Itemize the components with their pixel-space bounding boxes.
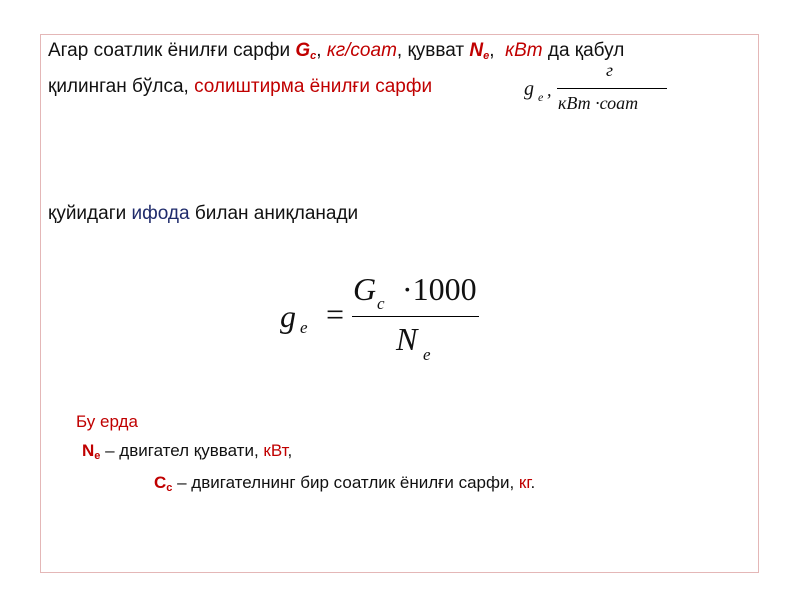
numerator-factor: ·1000 <box>402 271 477 307</box>
unit-denominator: кВт ·соат <box>558 93 639 113</box>
legend-item-ne: $N_e$ – двигател қуввати, кВт, <box>82 441 293 462</box>
gc-symbol: $G_c$ <box>295 40 317 62</box>
denominator-n: N <box>396 321 418 357</box>
legend-heading: Бу ерда <box>76 412 138 431</box>
intro-line-3: қуйидаги ифода билан аниқланади <box>48 203 359 224</box>
ne-unit: кВт <box>505 40 543 61</box>
expression-term: ифода <box>131 203 190 224</box>
intro-line-2: қилинган бўлса, солиштирма ёнилғи сарфи <box>48 76 433 97</box>
specific-consumption-term: солиштирма ёнилғи сарфи <box>194 76 433 97</box>
ne-symbol: $N_e$ <box>469 40 490 62</box>
numerator-g: G <box>353 271 377 307</box>
formula-fraction-bar <box>352 316 479 317</box>
intro-line-1: Агар соатлик ёнилғи сарфи $G_c$, кг/соат, қувват $N_e$, кВт да қабул <box>48 40 625 62</box>
equals-sign: = <box>326 296 345 332</box>
text-segment: Агар соатлик ёнилғи сарфи <box>48 40 296 61</box>
unit-numerator: г <box>606 60 614 80</box>
gc-unit: кг/соат <box>326 40 397 61</box>
unit-fraction-bar <box>557 88 667 89</box>
legend-item-cc: $C_c$ – двигателнинг бир соатлик ёнилғи сарфи, кг. <box>154 473 536 494</box>
